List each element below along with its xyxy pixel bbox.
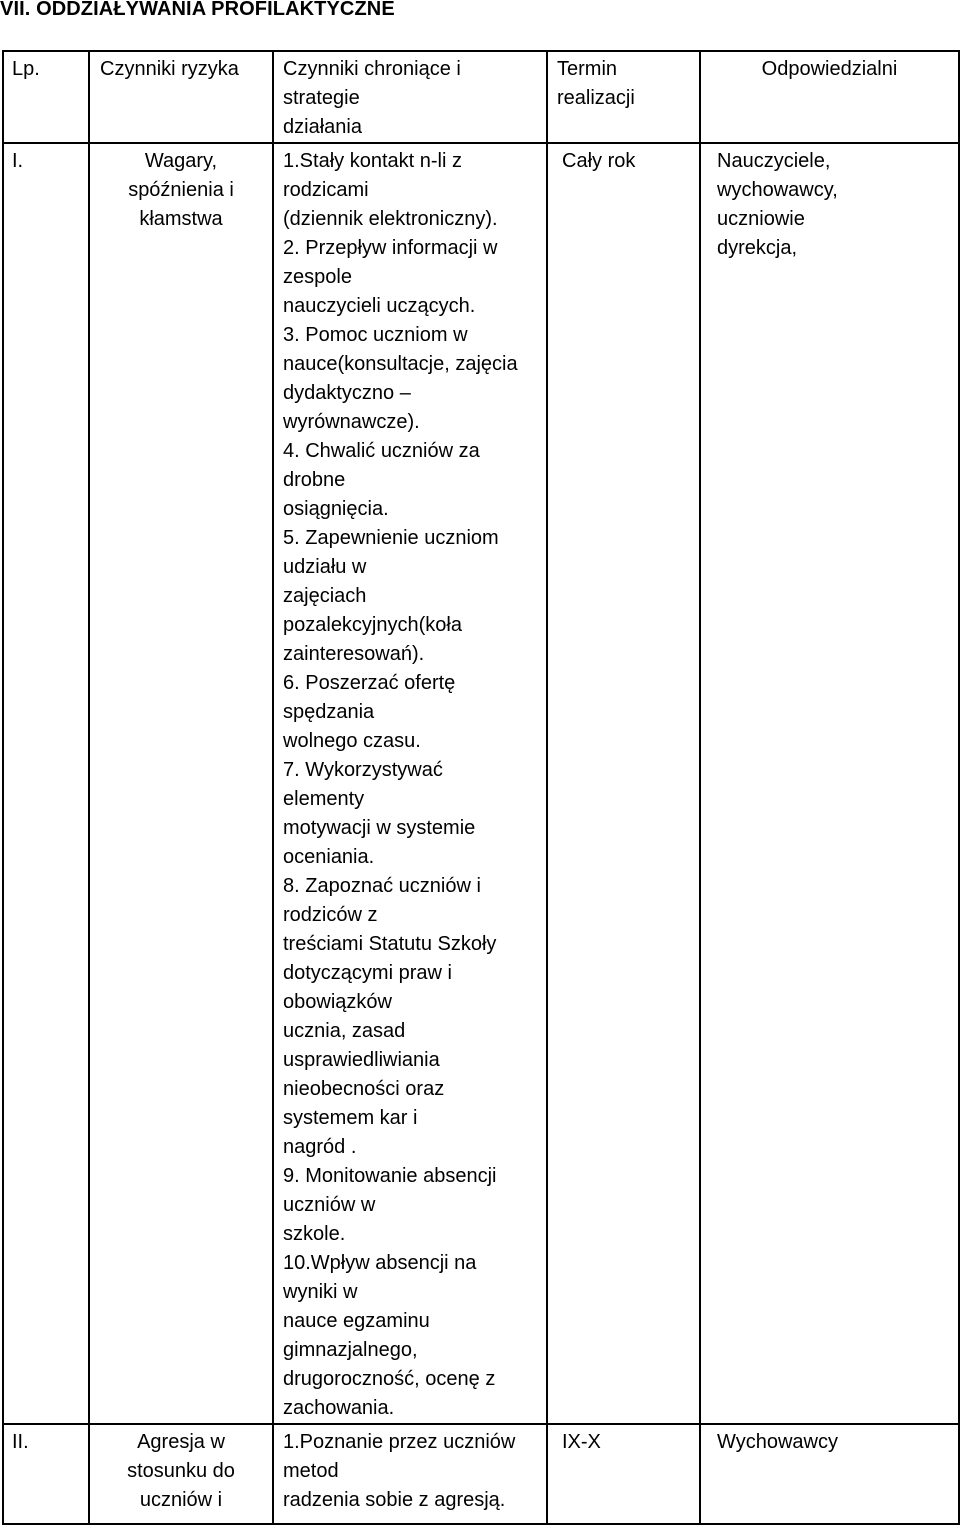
protective-factor-line: elementy <box>283 788 365 810</box>
protective-factor-line: 1.Poznanie przez uczniów <box>283 1431 516 1453</box>
term-cell: IX-X <box>547 1424 700 1524</box>
risk-factor-cell: Wagary, spóźnienia i kłamstwa <box>89 143 273 1424</box>
protective-factor-line: (dziennik elektroniczny). <box>283 208 498 230</box>
row-number: II. <box>3 1424 89 1524</box>
header-responsible: Odpowiedzialni <box>700 51 959 143</box>
protective-factor-line: dotyczącymi praw i <box>283 962 452 984</box>
table-header-row <box>3 51 959 143</box>
protective-factor-line: 8. Zapoznać uczniów i <box>283 875 481 897</box>
protective-factor-line: osiągnięcia. <box>283 498 389 520</box>
protective-factor-line: rodzicami <box>283 179 369 201</box>
protective-factor-line: zespole <box>283 266 352 288</box>
header-protective-factors: Czynniki chroniące i strategie działania <box>273 51 547 143</box>
protective-factor-line: nauczycieli uczących. <box>283 295 476 317</box>
protective-factor-line: systemem kar i <box>283 1107 418 1129</box>
protective-factor-line: spędzania <box>283 701 375 723</box>
risk-factor-cell: Agresja w stosunku do uczniów i <box>89 1424 273 1524</box>
header-term: Termin realizacji <box>547 51 700 143</box>
protective-factor-line: nieobecności oraz <box>283 1078 445 1100</box>
protective-factor-line: 10.Wpływ absencji na <box>283 1252 477 1274</box>
protective-factor-line: motywacji w systemie <box>283 817 476 839</box>
section-heading: VII. ODDZIAŁYWANIA PROFILAKTYCZNE <box>0 0 395 20</box>
table-row <box>3 1424 959 1524</box>
protective-factor-line: pozalekcyjnych(koła <box>283 614 462 636</box>
protective-factor-line: treściami Statutu Szkoły <box>283 933 497 955</box>
protective-factor-line: uczniów w <box>283 1194 376 1216</box>
protective-factor-line: zachowania. <box>283 1397 395 1419</box>
responsible-cell: Nauczyciele, wychowawcy, uczniowie dyrekcja, <box>700 143 959 1424</box>
protective-factor-line: ucznia, zasad <box>283 1020 406 1042</box>
protective-factors-cell <box>273 143 547 1424</box>
protective-factor-line: obowiązków <box>283 991 392 1013</box>
header-lp: Lp. <box>3 51 89 143</box>
protective-factor-line: metod <box>283 1460 339 1482</box>
protective-factor-line: drobne <box>283 469 346 491</box>
responsible-cell: Wychowawcy <box>700 1424 959 1524</box>
protective-factor-line: nauce(konsultacje, zajęcia <box>283 353 518 375</box>
protective-factor-line: oceniania. <box>283 846 375 868</box>
protective-factor-line: 5. Zapewnienie uczniom <box>283 527 499 549</box>
protective-factor-line: udziału w <box>283 556 367 578</box>
protective-factor-line: rodziców z <box>283 904 378 926</box>
protective-factor-line: radzenia sobie z agresją. <box>283 1489 506 1511</box>
protective-factors-cell <box>273 1424 547 1524</box>
protective-factor-line: 3. Pomoc uczniom w <box>283 324 468 346</box>
protective-factor-line: 6. Poszerzać ofertę <box>283 672 456 694</box>
protective-factor-line: wyrównawcze). <box>283 411 420 433</box>
row-number: I. <box>3 143 89 1424</box>
protective-factor-line: nagród . <box>283 1136 357 1158</box>
protective-factor-line: 7. Wykorzystywać <box>283 759 443 781</box>
protective-factor-line: szkole. <box>283 1223 346 1245</box>
protective-factor-line: 1.Stały kontakt n-li z <box>283 150 462 172</box>
protective-factor-line: zainteresowań). <box>283 643 425 665</box>
protective-factor-line: wyniki w <box>283 1281 358 1303</box>
protective-factor-line: usprawiedliwiania <box>283 1049 440 1071</box>
protective-factor-line: 9. Monitowanie absencji <box>283 1165 497 1187</box>
protective-factor-line: nauce egzaminu <box>283 1310 430 1332</box>
protective-factor-line: 4. Chwalić uczniów za <box>283 440 480 462</box>
protective-factor-line: zajęciach <box>283 585 367 607</box>
table-row <box>3 143 959 1424</box>
term-cell: Cały rok <box>547 143 700 1424</box>
protective-factor-line: dydaktyczno – <box>283 382 411 404</box>
protective-factor-line: wolnego czasu. <box>283 730 421 752</box>
prevention-table <box>2 50 960 1525</box>
header-risk-factors: Czynniki ryzyka <box>89 51 273 143</box>
protective-factor-line: gimnazjalnego, <box>283 1339 418 1361</box>
protective-factor-line: drugoroczność, ocenę z <box>283 1368 496 1390</box>
protective-factor-line: 2. Przepływ informacji w <box>283 237 498 259</box>
